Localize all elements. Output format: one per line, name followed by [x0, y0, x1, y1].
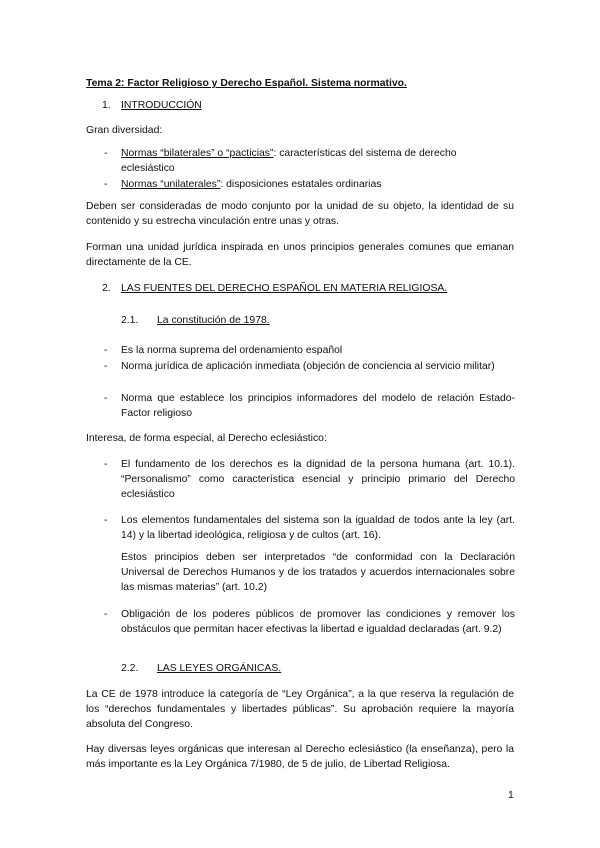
- paragraph-interpretacion: Estos principios deben ser interpretados “de conformidad con la Declaración Universal de Derechos Humanos y de los tratados y acuerdos internacionales sobre las mismas materias” (art. 10.2): [121, 552, 515, 593]
- paragraph-unidad-juridica: Forman una unidad jurídica inspirada en unos principios generales comunes que emanan directamente de la CE.: [86, 242, 514, 268]
- bullet-principios: Norma que establece los principios informadores del modelo de relación Estado-Factor religioso: [121, 393, 515, 419]
- bullet-dash: -: [104, 179, 108, 190]
- bullet-dignidad: El fundamento de los derechos es la dignidad de la persona humana (art. 10.1). “Personalismo” como característica esencial y principio primario del Derecho eclesiástico: [121, 459, 515, 500]
- section-2-2-heading: LAS LEYES ORGÁNICAS.: [157, 663, 282, 674]
- intro-text: Gran diversidad:: [86, 125, 163, 136]
- section-2-heading: LAS FUENTES DEL DERECHO ESPAÑOL EN MATERIA RELIGIOSA.: [121, 283, 448, 294]
- paragraph-conjunto: Deben ser consideradas de modo conjunto por la unidad de su objeto, la identidad de su contenido y su estrecha vinculación entre unas y otras.: [86, 201, 514, 227]
- section-2-1-number: 2.1.: [121, 315, 139, 326]
- bullet-bilaterales-line2: eclesiástico: [121, 163, 175, 174]
- interesa-text: Interesa, de forma especial, al Derecho eclesiástico:: [86, 433, 327, 444]
- bullet-dash: -: [104, 345, 108, 356]
- bullet-dash: -: [104, 148, 108, 159]
- page-number: 1: [508, 790, 514, 801]
- bullet-dash: -: [104, 609, 108, 620]
- bullet-unilaterales-rest: : disposiciones estatales ordinarias: [220, 179, 382, 190]
- bullet-bilaterales: [121, 147, 457, 160]
- bullet-unilaterales: [121, 178, 381, 191]
- section-2-number: 2.: [102, 283, 111, 294]
- section-2-1-heading: La constitución de 1978.: [157, 315, 270, 326]
- bullet-igualdad: Los elementos fundamentales del sistema son la igualdad de todos ante la ley (art. 14) y la libertad ideológica, religiosa y de cultos (art. 16).: [121, 515, 515, 541]
- bullet-dash: -: [104, 459, 108, 470]
- section-1-number: 1.: [102, 100, 111, 111]
- bullet-unilaterales-term: Normas “unilaterales”: [121, 179, 221, 190]
- bullet-dash: -: [104, 515, 108, 526]
- page-title: Tema 2: Factor Religioso y Derecho Español. Sistema normativo.: [86, 78, 407, 89]
- section-2-2-number: 2.2.: [121, 663, 139, 674]
- bullet-bilaterales-rest: : características del sistema de derecho: [273, 148, 457, 159]
- paragraph-libertad-religiosa: Hay diversas leyes orgánicas que interesan al Derecho eclesiástico (la enseñanza), pero la más importante es la Ley Orgánica 7/1980, de 5 de julio, de Libertad Religiosa.: [86, 744, 514, 770]
- bullet-norma-juridica: Norma jurídica de aplicación inmediata (objeción de conciencia al servicio militar): [121, 361, 495, 372]
- bullet-dash: -: [104, 361, 108, 372]
- bullet-dash: -: [104, 393, 108, 404]
- paragraph-ley-organica: La CE de 1978 introduce la categoría de “Ley Orgánica”, a la que reserva la regulación de los “derechos fundamentales y libertades públicas”. Su aprobación requiere la mayoría absoluta del Congreso.: [86, 689, 514, 730]
- bullet-poderes-publicos: Obligación de los poderes públicos de promover las condiciones y remover los obstáculos que permitan hacer efectivas la libertad e igualdad declaradas (art. 9.2): [121, 609, 515, 635]
- bullet-norma-suprema: Es la norma suprema del ordenamiento español: [121, 345, 343, 356]
- bullet-bilaterales-term: Normas “bilaterales” o “pacticias”: [121, 148, 274, 159]
- section-1-heading: INTRODUCCIÓN: [121, 100, 202, 111]
